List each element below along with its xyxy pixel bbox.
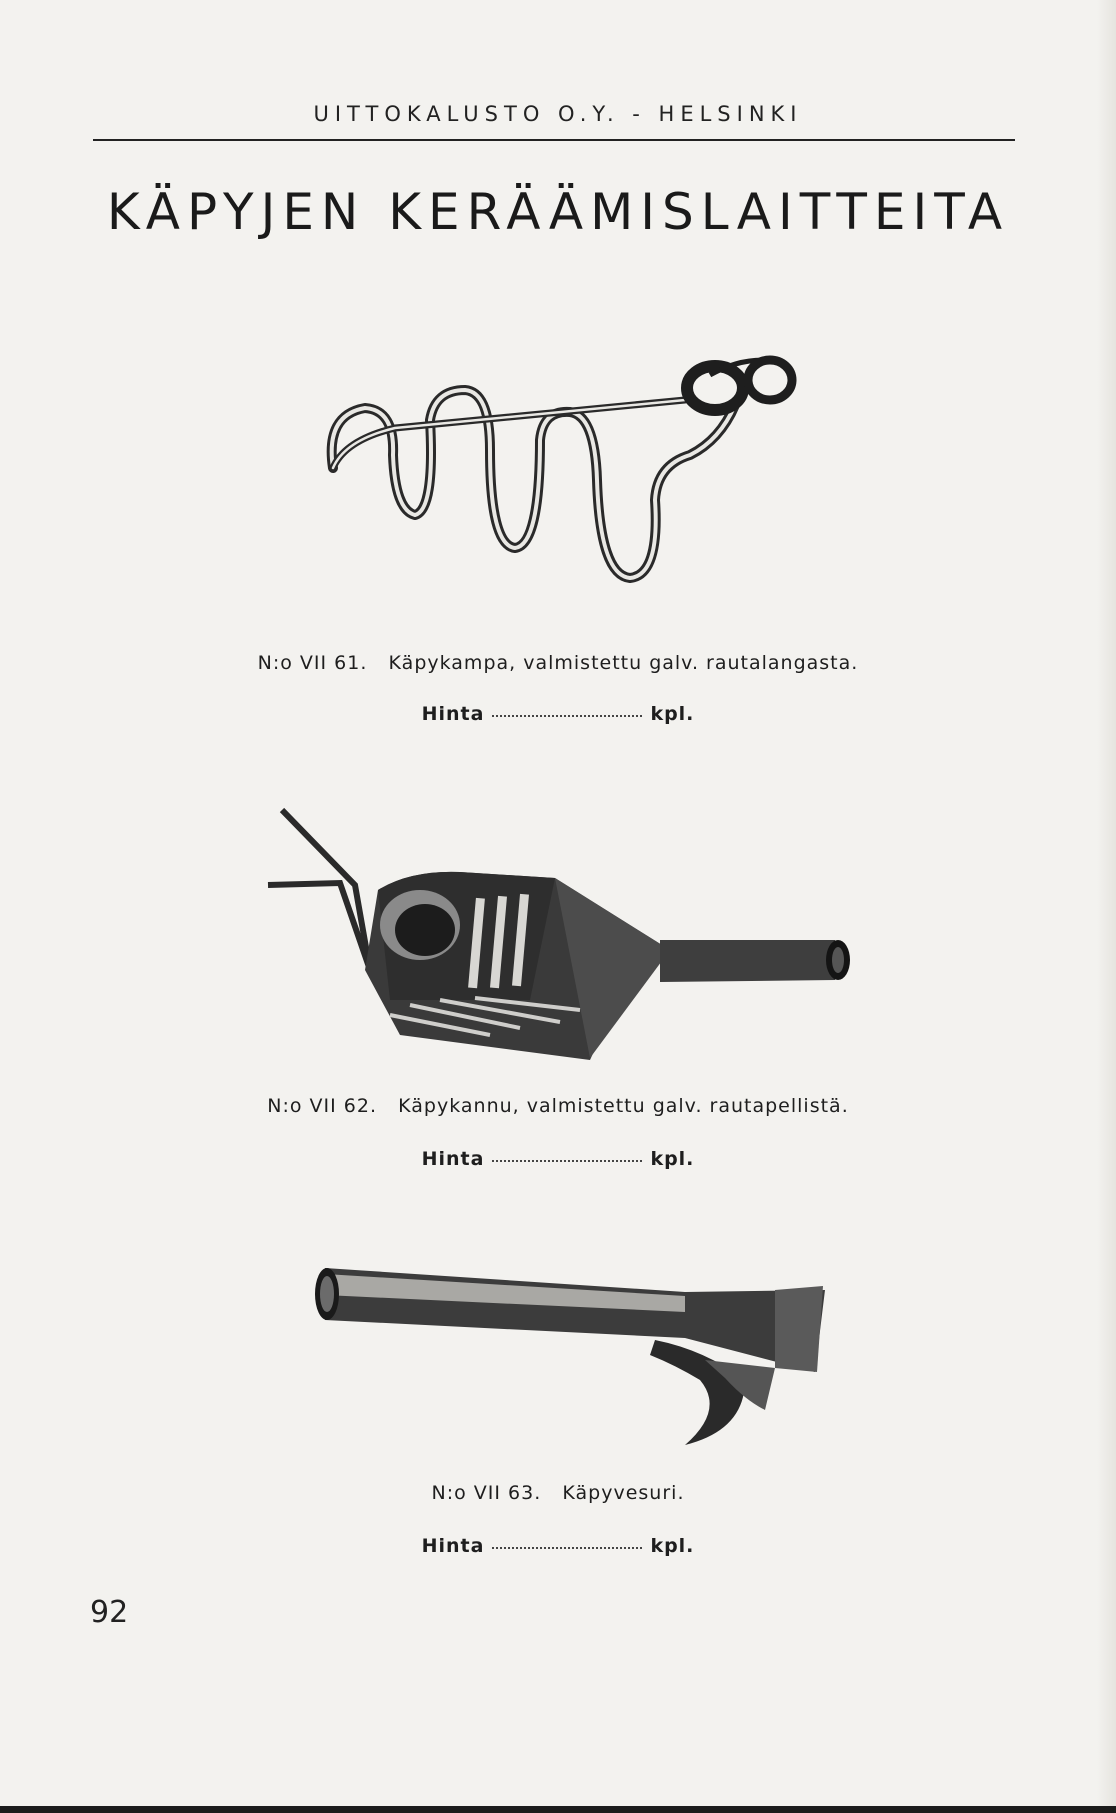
item-63-price <box>0 1535 1116 1557</box>
item-63-code: N:o VII 63. <box>431 1482 542 1504</box>
price-blank <box>492 711 642 717</box>
price-blank <box>492 1543 642 1549</box>
item-61-price-label: Hinta <box>421 703 485 725</box>
item-62-price-label: Hinta <box>421 1148 485 1170</box>
page-bottom-border <box>0 1806 1116 1813</box>
cone-scoop-illustration <box>260 800 860 1070</box>
item-63-price-unit: kpl. <box>650 1535 695 1557</box>
page-number: 92 <box>90 1595 129 1630</box>
publisher-header: UITTOKALUSTO O.Y. - HELSINKI <box>313 102 803 126</box>
item-63-description: Käpyvesuri. <box>562 1482 685 1504</box>
item-61-description: Käpykampa, valmistettu galv. rautalangasta. <box>388 652 859 674</box>
item-63-caption <box>0 1482 1116 1504</box>
item-61-code: N:o VII 61. <box>257 652 368 674</box>
item-62-price <box>0 1148 1116 1170</box>
price-blank <box>492 1156 642 1162</box>
item-62-caption <box>0 1095 1116 1117</box>
item-62-description: Käpykannu, valmistettu galv. rautapellistä. <box>398 1095 849 1117</box>
cone-comb-illustration <box>315 350 815 620</box>
cone-billhook-illustration <box>305 1260 825 1450</box>
header-divider <box>93 139 1015 141</box>
item-62-code: N:o VII 62. <box>267 1095 377 1117</box>
item-61-price <box>0 703 1116 725</box>
item-63-price-label: Hinta <box>421 1535 485 1557</box>
item-62-price-unit: kpl. <box>650 1148 695 1170</box>
page-title: KÄPYJEN KERÄÄMISLAITTEITA <box>106 183 1010 241</box>
item-61-caption <box>0 652 1116 674</box>
item-61-price-unit: kpl. <box>650 703 695 725</box>
